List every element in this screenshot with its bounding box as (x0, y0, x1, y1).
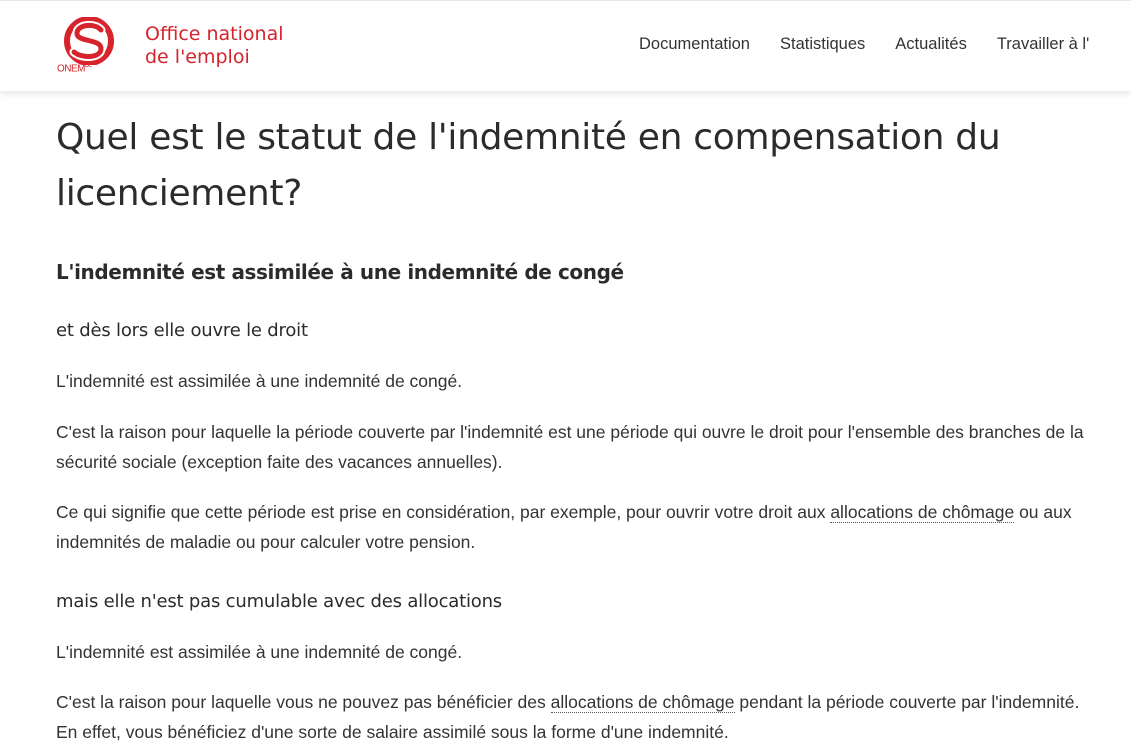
nav-item-statistiques[interactable]: Statistiques (779, 35, 866, 53)
site-header (0, 0, 1131, 91)
article-content (56, 90, 1096, 742)
org-name-line1: Office national (145, 23, 284, 45)
section2-paragraph2-text-a: C'est la raison pour laquelle vous ne pouvez pas bénéficier des (56, 692, 551, 712)
logo-swirl-icon (56, 17, 122, 65)
logo-wordmark: $ONEM^{be}$ (57, 62, 92, 75)
allocations-chomage-link-1[interactable]: allocations de chômage (830, 502, 1015, 522)
org-name-line2: de l'emploi (145, 46, 250, 68)
nav-item-travailler[interactable]: Travailler à l' (996, 35, 1090, 53)
section2-paragraph2 (56, 687, 1086, 747)
section1-paragraph3-text-a: Ce qui signifie que cette période est prise en considération, par exemple, pour ouvrir votre droit aux (56, 502, 831, 522)
section2-paragraph2-text-b: pendant la période couverte par l'indemnité. En effet, vous bénéficiez d'une sorte de salaire assimilé sous la forme d'une indemnité. (56, 692, 1080, 742)
org-name[interactable] (145, 23, 284, 69)
section1-paragraph1: L'indemnité est assimilée à une indemnité de congé. (56, 371, 463, 391)
main-nav (639, 35, 1119, 54)
section2-heading: mais elle n'est pas cumulable avec des allocations (56, 591, 502, 612)
section1-paragraph3-text-b: ou aux indemnités de maladie ou pour calculer votre pension. (56, 502, 1072, 552)
section1-paragraph2: C'est la raison pour laquelle la période couverte par l'indemnité est une période qui ouvre le droit pour l'ensemble des branches de la sécurité sociale (exception faite des vacances annuelles). (56, 422, 1084, 472)
allocations-chomage-link-2[interactable]: allocations de chômage (550, 692, 735, 712)
page-title: Quel est le statut de l'indemnité en compensation du licenciement? (56, 117, 1001, 214)
nav-item-actualites[interactable]: Actualités (895, 35, 967, 53)
onem-logo[interactable] (56, 17, 122, 77)
nav-item-documentation[interactable]: Documentation (639, 35, 750, 53)
article-subtitle: L'indemnité est assimilée à une indemnité de congé (56, 260, 624, 284)
section2-paragraph1: L'indemnité est assimilée à une indemnité de congé. (56, 642, 463, 662)
section1-paragraph3 (56, 497, 1086, 557)
section1-heading: et dès lors elle ouvre le droit (56, 320, 308, 341)
